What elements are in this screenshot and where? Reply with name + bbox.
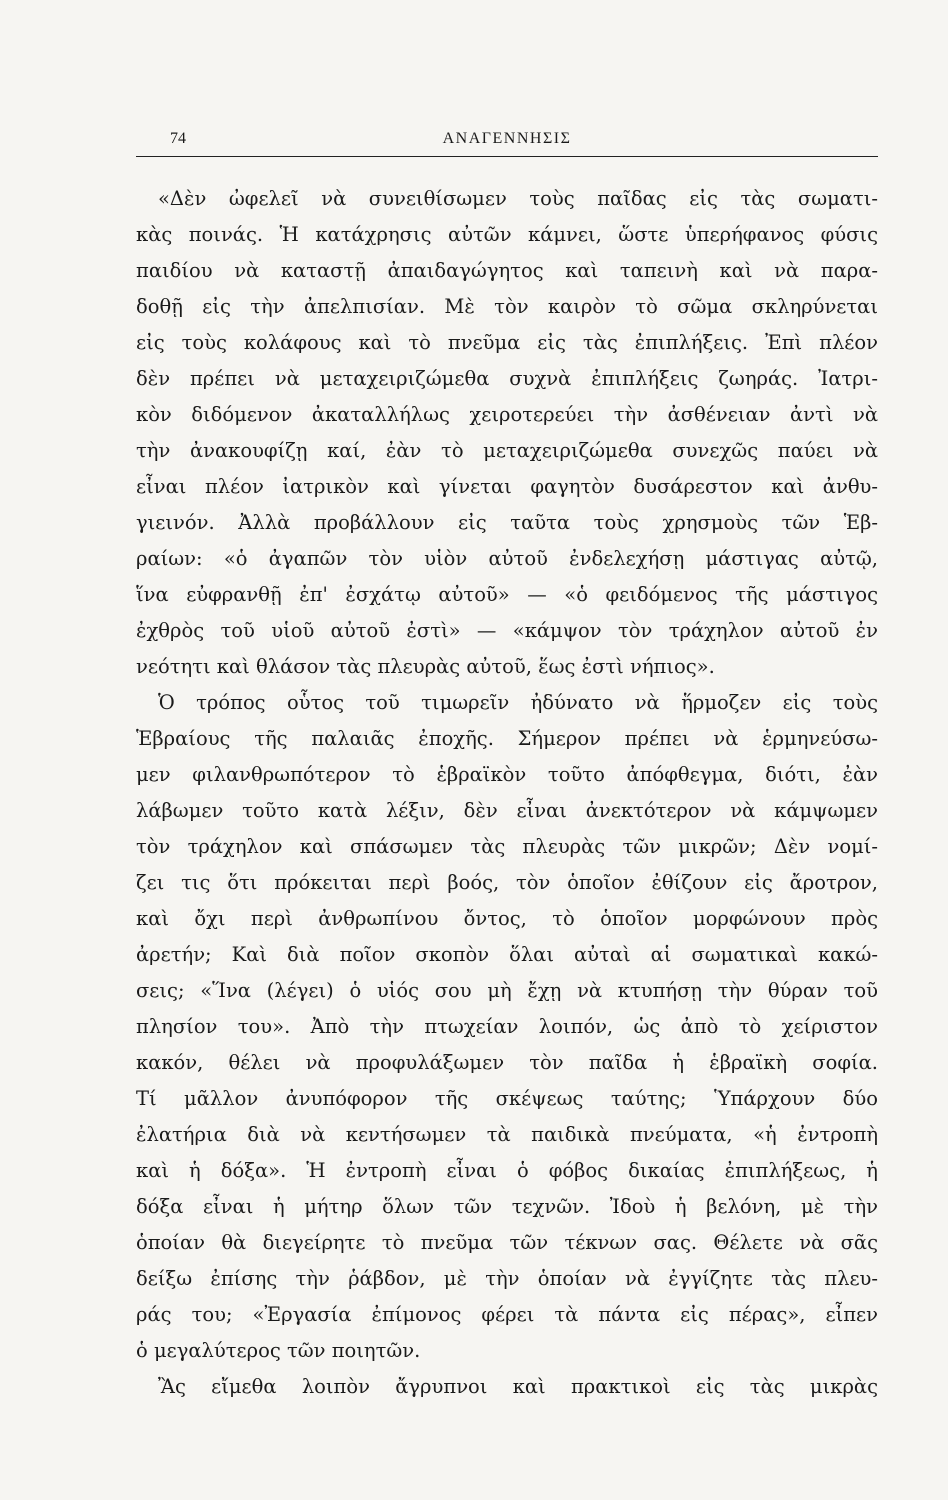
text-line: νεότητι καὶ θλάσον τὰς πλευρὰς αὐτοῦ, ἕως ἐστὶ νήπιος». — [136, 655, 715, 678]
text-line: δείξω ἐπίσης τὴν ῥάβδον, μὲ τὴν ὁποίαν νὰ ἐγγίζητε τὰς πλευ- — [136, 1267, 878, 1290]
text-line: καὶ ἡ δόξα». Ἡ ἐντροπὴ εἶναι ὁ φόβος δικαίας ἐπιπλήξεως, ἡ — [136, 1159, 878, 1182]
running-title: ΑΝΑΓΕΝΝΗΣΙΣ — [442, 130, 572, 147]
text-line: ραίων: «ὁ ἀγαπῶν τὸν υἱὸν αὐτοῦ ἐνδελεχήσῃ μάστιγας αὐτῷ, — [136, 547, 878, 570]
text-line: τὴν ἀνακουφίζῃ καί, ἐὰν τὸ μεταχειριζώμεθα συνεχῶς παύει νὰ — [136, 439, 878, 462]
text-line: δόξα εἶναι ἡ μήτηρ ὅλων τῶν τεχνῶν. Ἰδοὺ ἡ βελόνη, μὲ τὴν — [136, 1195, 878, 1218]
text-line: καὶ ὄχι περὶ ἀνθρωπίνου ὄντος, τὸ ὁποῖον μορφώνουν πρὸς — [136, 907, 878, 930]
text-line: ἐχθρὸς τοῦ υἱοῦ αὐτοῦ ἐστὶ» — «κάμψον τὸν τράχηλον αὐτοῦ ἐν — [136, 619, 878, 642]
paragraph — [136, 181, 878, 685]
text-line: πλησίον του». Ἀπὸ τὴν πτωχείαν λοιπόν, ὡς ἀπὸ τὸ χείριστον — [136, 1015, 878, 1038]
text-line: Ὁ τρόπος οὗτος τοῦ τιμωρεῖν ἠδύνατο νὰ ἥρμοζεν εἰς τοὺς — [158, 691, 878, 714]
text-line: ἐλατήρια διὰ νὰ κεντήσωμεν τὰ παιδικὰ πνεύματα, «ἡ ἐντροπὴ — [136, 1123, 878, 1146]
text-line: ἀρετήν; Καὶ διὰ ποῖον σκοπὸν ὅλαι αὐταὶ αἱ σωματικαὶ κακώ- — [136, 943, 878, 966]
text-line: γιεινόν. Ἀλλὰ προβάλλουν εἰς ταῦτα τοὺς χρησμοὺς τῶν Ἑβ- — [136, 511, 878, 534]
body-text — [136, 181, 878, 1405]
paragraph — [136, 1369, 878, 1405]
text-line: σεις; «Ἵνα (λέγει) ὁ υἱός σου μὴ ἔχῃ νὰ κτυπήσῃ τὴν θύραν τοῦ — [136, 979, 878, 1002]
text-line: «Δὲν ὠφελεῖ νὰ συνειθίσωμεν τοὺς παῖδας εἰς τὰς σωματι- — [158, 187, 878, 210]
text-line: ἵνα εὐφρανθῇ ἐπ' ἐσχάτῳ αὐτοῦ» — «ὁ φειδόμενος τῆς μάστιγος — [136, 583, 878, 606]
text-line: κὸν διδόμενον ἀκαταλλήλως χειροτερεύει τὴν ἀσθένειαν ἀντὶ νὰ — [136, 403, 878, 426]
text-line: μεν φιλανθρωπότερον τὸ ἑβραϊκὸν τοῦτο ἀπόφθεγμα, διότι, ἐὰν — [136, 763, 878, 786]
text-line: εἶναι πλέον ἰατρικὸν καὶ γίνεται φαγητὸν δυσάρεστον καὶ ἀνθυ- — [136, 475, 878, 498]
page-header — [136, 126, 878, 157]
text-line: κὰς ποινάς. Ἡ κατάχρησις αὐτῶν κάμνει, ὥστε ὑπερήφανος φύσις — [136, 223, 878, 246]
paragraph — [136, 685, 878, 1369]
text-line: ζει τις ὅτι πρόκειται περὶ βοός, τὸν ὁποῖον ἐθίζουν εἰς ἄροτρον, — [136, 871, 878, 894]
text-line: δὲν πρέπει νὰ μεταχειριζώμεθα συχνὰ ἐπιπλήξεις ζωηράς. Ἰατρι- — [136, 367, 878, 390]
text-line: εἰς τοὺς κολάφους καὶ τὸ πνεῦμα εἰς τὰς ἐπιπλήξεις. Ἐπὶ πλέον — [136, 331, 878, 354]
text-line: λάβωμεν τοῦτο κατὰ λέξιν, δὲν εἶναι ἀνεκτότερον νὰ κάμψωμεν — [136, 799, 878, 822]
text-line: ράς του; «Ἐργασία ἐπίμονος φέρει τὰ πάντα εἰς πέρας», εἶπεν — [136, 1303, 878, 1326]
text-line: ὁ μεγαλύτερος τῶν ποιητῶν. — [136, 1339, 421, 1362]
text-line: Ἂς εἴμεθα λοιπὸν ἄγρυπνοι καὶ πρακτικοὶ εἰς τὰς μικρὰς — [158, 1375, 878, 1398]
text-line: ὁποίαν θὰ διεγείρητε τὸ πνεῦμα τῶν τέκνων σας. Θέλετε νὰ σᾶς — [136, 1231, 878, 1254]
text-line: Τί μᾶλλον ἀνυπόφορον τῆς σκέψεως ταύτης; Ὑπάρχουν δύο — [136, 1087, 878, 1110]
text-line: Ἑβραίους τῆς παλαιᾶς ἐποχῆς. Σήμερον πρέπει νὰ ἑρμηνεύσω- — [136, 727, 878, 750]
text-line: κακόν, θέλει νὰ προφυλάξωμεν τὸν παῖδα ἡ ἑβραϊκὴ σοφία. — [136, 1051, 878, 1074]
text-line: τὸν τράχηλον καὶ σπάσωμεν τὰς πλευρὰς τῶν μικρῶν; Δὲν νομί- — [136, 835, 878, 858]
text-line: παιδίου νὰ καταστῇ ἀπαιδαγώγητος καὶ ταπεινὴ καὶ νὰ παρα- — [136, 259, 878, 282]
page-number: 74 — [170, 130, 186, 147]
text-line: δοθῇ εἰς τὴν ἀπελπισίαν. Μὲ τὸν καιρὸν τὸ σῶμα σκληρύνεται — [136, 295, 878, 318]
